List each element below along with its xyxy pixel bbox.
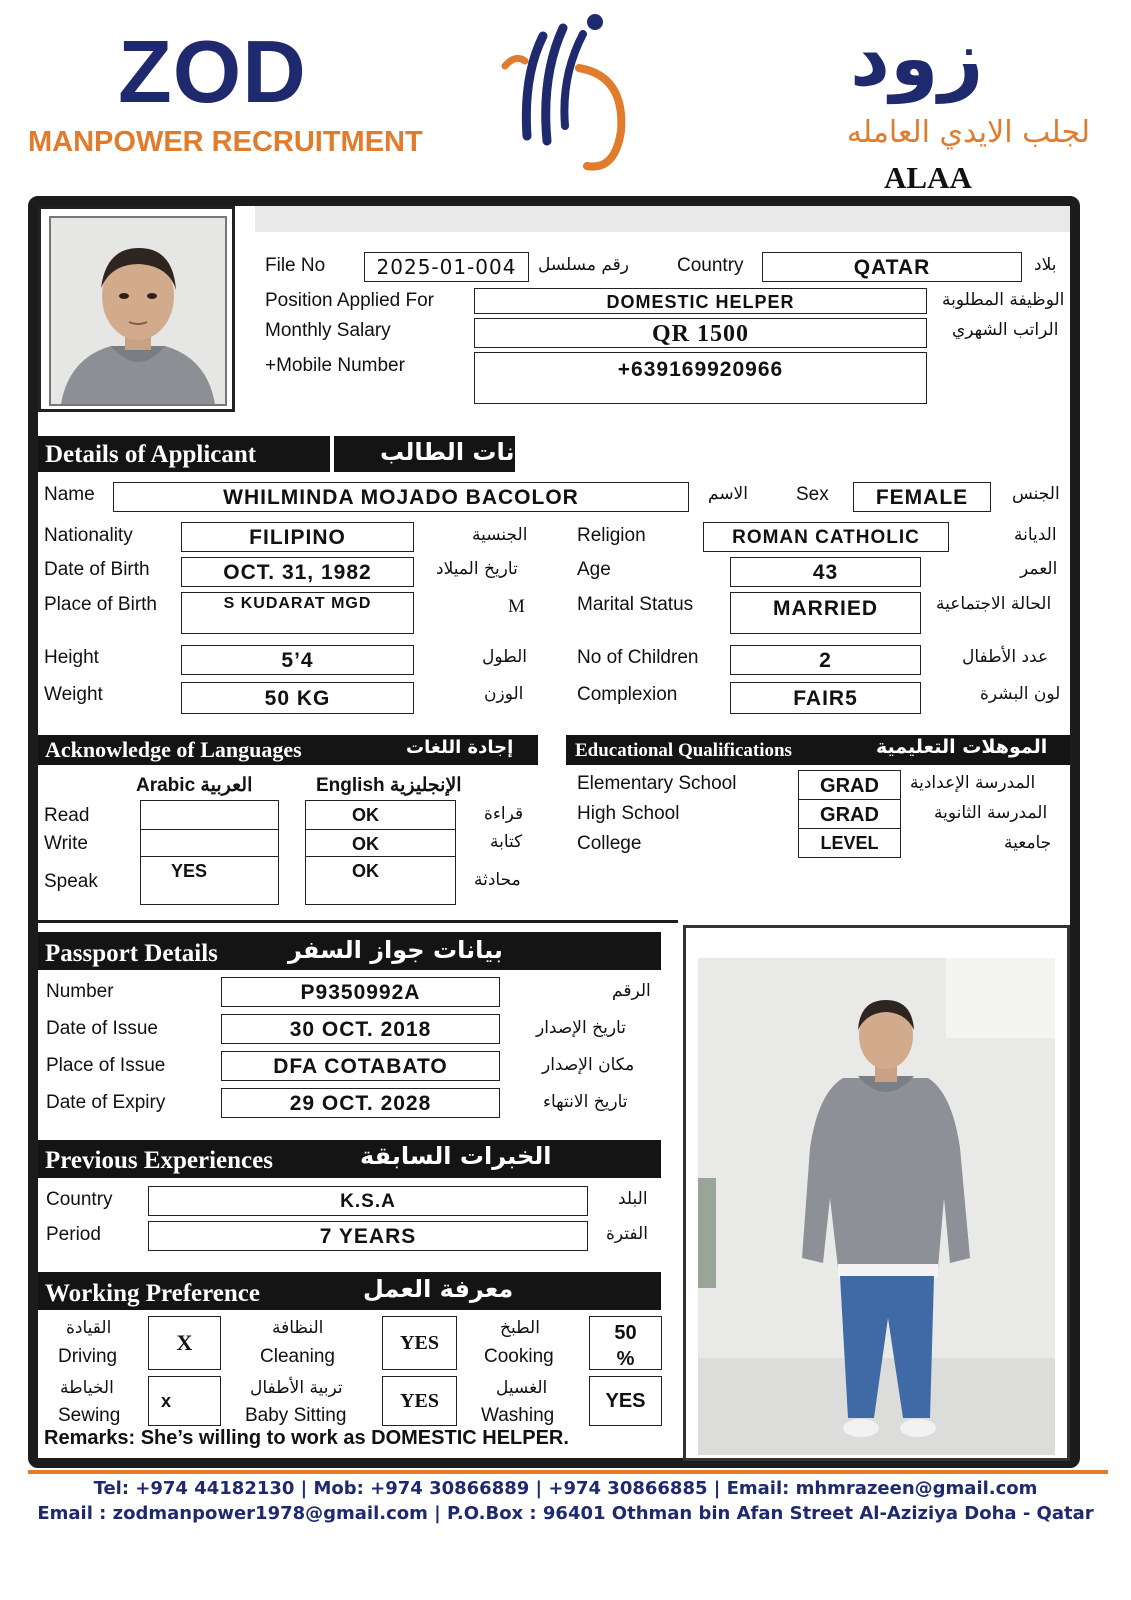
passport-heading: Passport Details — [45, 940, 218, 967]
children-label: No of Children — [577, 647, 699, 668]
passport-number-ar: الرقم — [612, 981, 651, 1001]
brand-subtitle: MANPOWER RECRUITMENT — [28, 126, 423, 158]
pob-ar: M — [508, 596, 525, 617]
cooking-value-box — [589, 1316, 662, 1370]
country-value: QATAR — [762, 252, 1022, 282]
applicant-full-body-photo — [683, 925, 1070, 1461]
passport-section-header — [38, 932, 661, 970]
passport-issue-date-label: Date of Issue — [46, 1018, 158, 1039]
driving-label: Driving — [58, 1346, 118, 1367]
age-ar: العمر — [1020, 559, 1058, 579]
education-heading: Educational Qualifications — [575, 740, 792, 761]
lang-read-ar: قراءة — [484, 804, 524, 824]
pob-value: S KUDARAT MGD — [181, 592, 414, 634]
lang-speak-ar: محادثة — [474, 870, 521, 890]
edu-elementary-value: GRAD — [798, 770, 901, 800]
section-divider — [38, 920, 678, 923]
full-body-image — [698, 958, 1055, 1455]
children-ar: عدد الأطفال — [962, 647, 1049, 667]
edu-highschool-value: GRAD — [798, 799, 901, 829]
salary-label: Monthly Salary — [265, 320, 391, 341]
cooking-value: 50 — [614, 1322, 637, 1344]
washing-value: YES — [589, 1376, 662, 1426]
lang-write-label: Write — [44, 833, 88, 854]
passport-issue-date-ar: تاريخ الإصدار — [536, 1018, 626, 1038]
cleaning-value: YES — [382, 1316, 457, 1370]
weight-value: 50 KG — [181, 682, 414, 714]
age-label: Age — [577, 559, 611, 580]
complexion-label: Complexion — [577, 684, 678, 705]
languages-heading-ar: إجادة اللغات — [406, 737, 514, 758]
languages-heading: Acknowledge of Languages — [45, 737, 302, 762]
passport-issue-place-ar: مكان الإصدار — [542, 1055, 635, 1075]
file-no-ar: رقم مسلسل — [538, 255, 629, 275]
passport-expiry-ar: تاريخ الانتهاء — [543, 1092, 628, 1112]
pob-label: Place of Birth — [44, 594, 157, 615]
complexion-ar: لون البشرة — [980, 684, 1061, 704]
driving-value: X — [148, 1316, 221, 1370]
edu-elementary-label: Elementary School — [577, 773, 737, 794]
lang-speak-label: Speak — [44, 871, 98, 892]
arabic-write-cell — [140, 829, 279, 857]
salary-ar: الراتب الشهري — [952, 320, 1059, 340]
education-heading-ar: الموهلات التعليمية — [876, 736, 1048, 758]
file-no-label: File No — [265, 255, 326, 276]
passport-issue-place-label: Place of Issue — [46, 1055, 166, 1076]
experience-period-label: Period — [46, 1224, 101, 1245]
position-ar: الوظيفة المطلوبة — [942, 290, 1065, 310]
preference-heading: Working Preference — [45, 1280, 260, 1307]
edu-college-label: College — [577, 833, 642, 854]
dob-ar: تاريخ الميلاد — [436, 559, 518, 579]
experience-period-ar: الفترة — [606, 1224, 648, 1244]
footer-contact-line-2: Email : zodmanpower1978@gmail.com | P.O.Box : 96401 Othman bin Afan Street Al-Aziziya Doha - Qatar — [37, 1503, 1094, 1524]
english-speak-cell: OK — [305, 856, 456, 905]
edu-college-value: LEVEL — [798, 828, 901, 858]
marital-label: Marital Status — [577, 594, 694, 615]
name-ar: الاسم — [708, 484, 748, 504]
position-value: DOMESTIC HELPER — [474, 288, 927, 314]
experience-period-value: 7 YEARS — [148, 1221, 588, 1251]
arabic-read-cell — [140, 800, 279, 830]
english-column-header: English الإنجليزية — [316, 775, 462, 796]
salary-value: QR 1500 — [474, 318, 927, 348]
agent-name: ALAA — [884, 160, 972, 195]
cleaning-label: Cleaning — [260, 1346, 335, 1367]
passport-issue-date-value: 30 OCT. 2018 — [221, 1014, 500, 1044]
sewing-ar: الخياطة — [60, 1378, 114, 1398]
marital-ar: الحالة الاجتماعية — [936, 594, 1052, 614]
position-label: Position Applied For — [265, 290, 434, 311]
header-separator — [334, 436, 370, 472]
complexion-value: FAIR5 — [730, 682, 921, 714]
brand-arabic-subtitle: لجلب الايدي العامله — [846, 115, 1090, 150]
sex-ar: الجنس — [1012, 484, 1060, 504]
religion-ar: الديانة — [1014, 525, 1057, 545]
baby-sitting-value: YES — [382, 1376, 457, 1426]
experience-heading-ar: الخبرات السابقة — [360, 1142, 552, 1170]
country-ar: بلاد — [1034, 255, 1057, 275]
arabic-speak-cell: YES — [140, 856, 279, 905]
english-write-cell: OK — [305, 829, 456, 857]
languages-section-header — [38, 735, 538, 765]
education-section-header — [566, 735, 1070, 765]
sex-value: FEMALE — [853, 482, 991, 512]
sex-label: Sex — [796, 484, 829, 505]
passport-expiry-label: Date of Expiry — [46, 1092, 166, 1113]
children-value: 2 — [730, 645, 921, 675]
edu-elementary-ar: المدرسة الإعدادية — [910, 773, 1036, 793]
lang-read-label: Read — [44, 805, 90, 826]
age-value: 43 — [730, 557, 921, 587]
file-no-value: 2025-01-004 — [364, 252, 529, 282]
portrait-image — [51, 218, 225, 404]
height-value: 5’4 — [181, 645, 414, 675]
applicant-heading-ar: بيانات الطالب — [380, 438, 543, 466]
baby-sitting-label: Baby Sitting — [245, 1405, 347, 1426]
passport-issue-place-value: DFA COTABATO — [221, 1051, 500, 1081]
religion-value: ROMAN CATHOLIC — [703, 522, 949, 552]
remarks: Remarks: She’s willing to work as DOMESTIC HELPER. — [44, 1427, 569, 1449]
weight-ar: الوزن — [484, 684, 524, 704]
dob-value: OCT. 31, 1982 — [181, 557, 414, 587]
cleaning-ar: النظافة — [272, 1318, 324, 1338]
cooking-ar: الطبخ — [500, 1318, 540, 1338]
marital-value: MARRIED — [730, 592, 921, 634]
driving-ar: القيادة — [66, 1318, 112, 1338]
sewing-label: Sewing — [58, 1405, 121, 1426]
religion-label: Religion — [577, 525, 646, 546]
baby-sitting-ar: تربية الأطفال — [250, 1378, 343, 1398]
passport-number-label: Number — [46, 981, 114, 1002]
brand-logo-text: ZOD — [118, 22, 307, 121]
sewing-value: x — [148, 1376, 221, 1426]
experience-country-label: Country — [46, 1189, 113, 1210]
name-label: Name — [44, 484, 95, 505]
washing-label: Washing — [481, 1405, 555, 1426]
edu-highschool-label: High School — [577, 803, 680, 824]
nationality-ar: الجنسية — [472, 525, 528, 545]
experience-heading: Previous Experiences — [45, 1147, 273, 1174]
edu-highschool-ar: المدرسة الثانوية — [934, 803, 1048, 823]
lang-write-ar: كتابة — [490, 832, 523, 852]
height-ar: الطول — [482, 647, 527, 667]
washing-ar: الغسيل — [496, 1378, 548, 1398]
preference-heading-ar: معرفة العمل — [363, 1275, 514, 1303]
mobile-label: +Mobile Number — [265, 355, 405, 376]
cooking-label: Cooking — [484, 1346, 554, 1367]
english-read-cell: OK — [305, 800, 456, 830]
experience-country-value: K.S.A — [148, 1186, 588, 1216]
edu-college-ar: جامعية — [1004, 833, 1052, 853]
preference-section-header — [38, 1272, 661, 1310]
weight-label: Weight — [44, 684, 103, 705]
experience-country-ar: البلد — [618, 1189, 648, 1209]
country-label: Country — [677, 255, 744, 276]
brand-logo-icon — [495, 6, 645, 176]
footer-contact-line-1: Tel: +974 44182130 | Mob: +974 30866889 | +974 30866885 | Email: mhmrazeen@gmail.com — [93, 1478, 1038, 1499]
dob-label: Date of Birth — [44, 559, 150, 580]
applicant-portrait-photo — [38, 206, 235, 412]
applicant-heading: Details of Applicant — [45, 441, 257, 468]
cooking-percent: % — [616, 1348, 635, 1370]
header-grey-bar — [255, 206, 1070, 232]
experience-section-header — [38, 1140, 661, 1178]
name-value: WHILMINDA MOJADO BACOLOR — [113, 482, 689, 512]
mobile-value: +639169920966 — [474, 352, 927, 404]
nationality-label: Nationality — [44, 525, 133, 546]
arabic-column-header: Arabic العربية — [136, 775, 253, 796]
passport-number-value: P9350992A — [221, 977, 500, 1007]
brand-arabic-logo: زود — [850, 14, 984, 104]
passport-expiry-value: 29 OCT. 2028 — [221, 1088, 500, 1118]
height-label: Height — [44, 647, 99, 668]
passport-heading-ar: بيانات جواز السفر — [288, 936, 503, 964]
footer-rule — [28, 1470, 1108, 1474]
nationality-value: FILIPINO — [181, 522, 414, 552]
applicant-section-header — [38, 436, 543, 472]
